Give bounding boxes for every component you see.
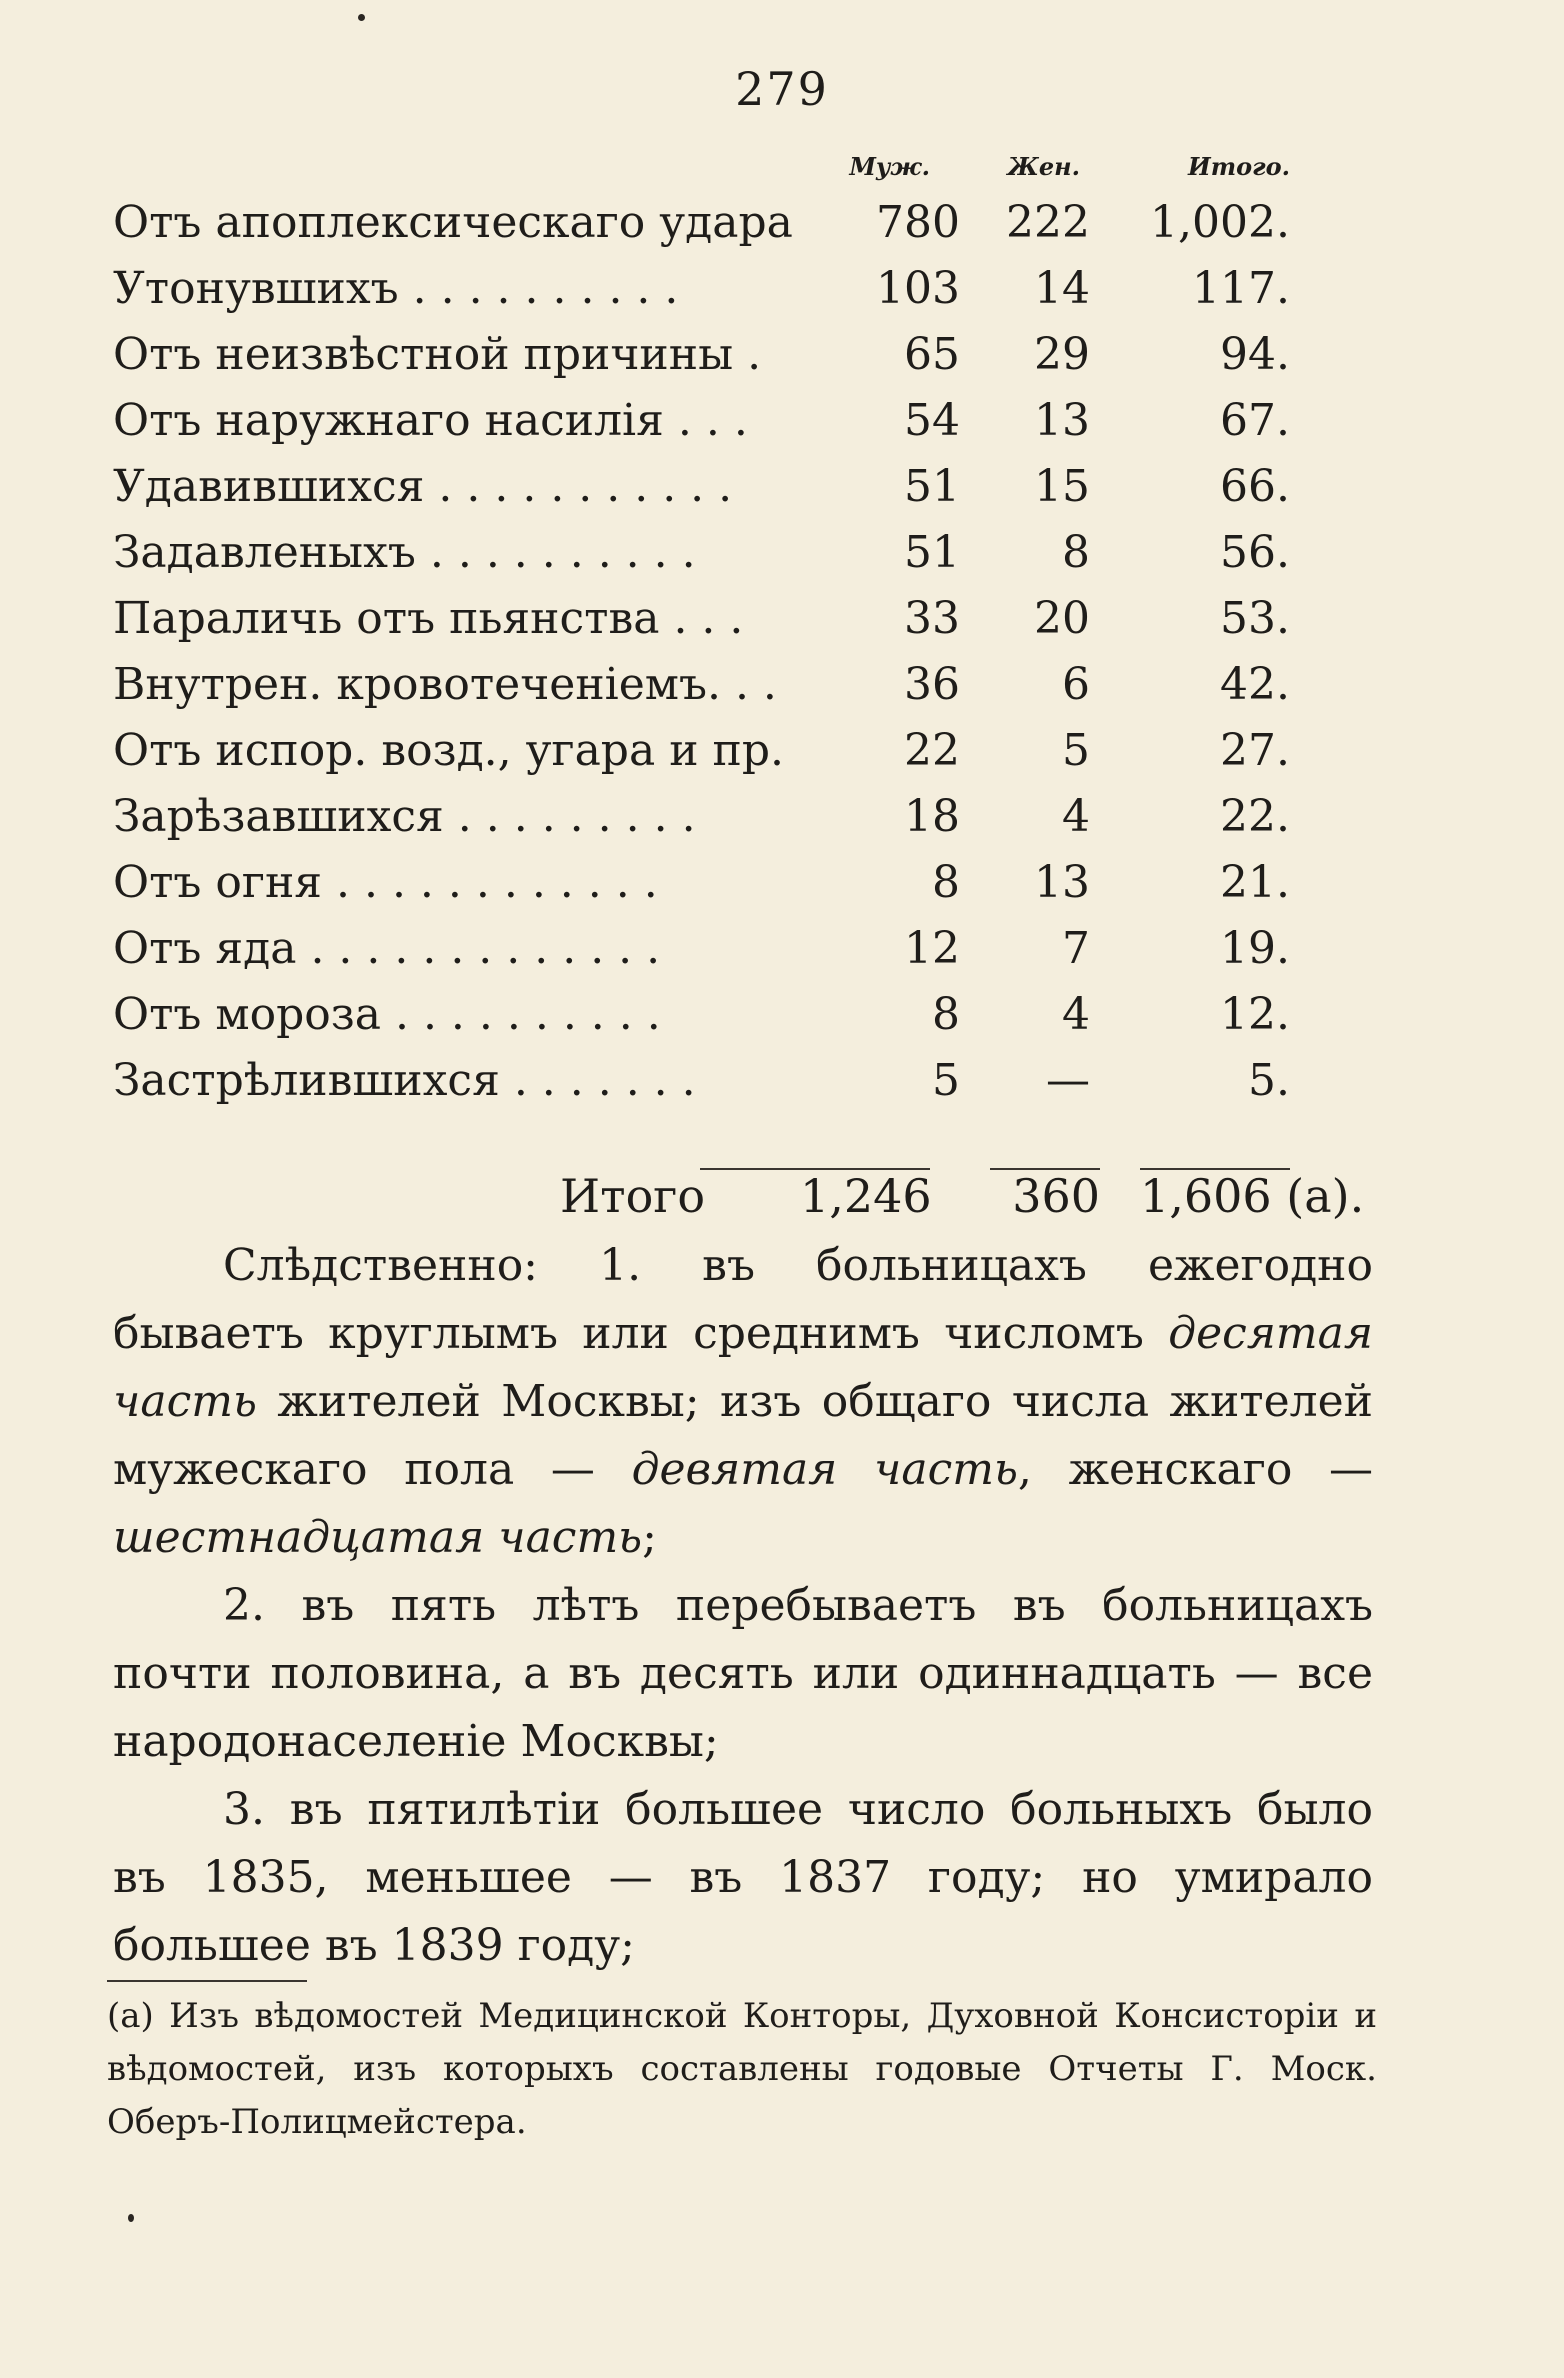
row-women: 29 [1034, 329, 1090, 380]
table-row [0, 1046, 1564, 1116]
paragraph-3 [113, 1776, 1373, 1980]
table-row [0, 518, 1564, 588]
row-women: 8 [1062, 527, 1090, 578]
row-total: 66. [1220, 461, 1290, 512]
row-total: 27. [1220, 725, 1290, 776]
p1-text-b: жителей Москвы; изъ общаго числа жителей мужескаго пола — [113, 1376, 1373, 1495]
row-women: 13 [1034, 857, 1090, 908]
row-men: 780 [876, 197, 960, 248]
p1-text-c: , женскаго — [1017, 1444, 1374, 1495]
row-men: 103 [876, 263, 960, 314]
table-row [0, 716, 1564, 786]
row-men: 8 [932, 857, 960, 908]
row-men: 12 [904, 923, 960, 974]
column-header-men: Муж. [849, 152, 930, 181]
row-label: Отъ апоплексическаго удара [113, 197, 793, 248]
row-label: Отъ испор. возд., угара и пр. [113, 725, 784, 776]
row-total: 53. [1220, 593, 1290, 644]
row-total: 56. [1220, 527, 1290, 578]
row-women: 222 [1006, 197, 1090, 248]
table-row [0, 650, 1564, 720]
footnote [107, 1990, 1377, 2149]
row-men: 36 [904, 659, 960, 710]
row-total: 5. [1248, 1055, 1290, 1106]
total-all: 1,606 (а). [1140, 1169, 1365, 1223]
row-women: 13 [1034, 395, 1090, 446]
row-men: 65 [904, 329, 960, 380]
row-label: Отъ яда . . . . . . . . . . . . . [113, 923, 661, 974]
total-row [0, 1160, 1564, 1232]
table-row [0, 254, 1564, 324]
footnote-text: (а) Изъ вѣдомостей Медицинской Конторы, Духовной Консисторіи и вѣдомостей, изъ которыхъ составлены годовые Отчеты Г. Моск. Оберъ-Полицмейстера. [107, 1996, 1377, 2142]
p1-italic-b: девятая часть [631, 1444, 1018, 1495]
table-row [0, 320, 1564, 390]
table-row [0, 584, 1564, 654]
p3-text: 3. въ пятилѣтіи большее число больныхъ было въ 1835, меньшее — въ 1837 году; но умирало большее въ 1839 году; [113, 1784, 1373, 1971]
ink-speck [358, 14, 365, 21]
row-men: 8 [932, 989, 960, 1040]
row-label: Задавленыхъ . . . . . . . . . . [113, 527, 696, 578]
row-label: Отъ мороза . . . . . . . . . . [113, 989, 661, 1040]
ink-speck [128, 2214, 134, 2222]
column-header-total: Итого. [1188, 152, 1290, 181]
row-total: 117. [1192, 263, 1290, 314]
row-men: 54 [904, 395, 960, 446]
row-total: 21. [1220, 857, 1290, 908]
row-label: Удавившихся . . . . . . . . . . . [113, 461, 733, 512]
row-total: 12. [1220, 989, 1290, 1040]
total-men: 1,246 [800, 1169, 932, 1223]
table-row [0, 782, 1564, 852]
row-total: 19. [1220, 923, 1290, 974]
table-row [0, 848, 1564, 918]
table-row [0, 452, 1564, 522]
row-label: Отъ огня . . . . . . . . . . . . [113, 857, 658, 908]
row-women: 14 [1034, 263, 1090, 314]
row-men: 5 [932, 1055, 960, 1106]
row-women: 20 [1034, 593, 1090, 644]
p1-text-d: ; [642, 1512, 657, 1563]
row-label: Отъ неизвѣстной причины . [113, 329, 762, 380]
row-men: 51 [904, 461, 960, 512]
total-women: 360 [1012, 1169, 1100, 1223]
row-men: 51 [904, 527, 960, 578]
page-number: 279 [735, 62, 829, 116]
row-women: 5 [1062, 725, 1090, 776]
paragraph-1 [113, 1232, 1373, 1572]
row-total: 1,002. [1150, 197, 1290, 248]
row-label: Параличь отъ пьянства . . . [113, 593, 744, 644]
row-women: 6 [1062, 659, 1090, 710]
table-row [0, 980, 1564, 1050]
p1-italic-a: десятая часть [113, 1308, 1373, 1427]
table-row [0, 914, 1564, 984]
row-men: 22 [904, 725, 960, 776]
row-total: 22. [1220, 791, 1290, 842]
paragraph-2 [113, 1572, 1373, 1776]
row-total: 94. [1220, 329, 1290, 380]
row-label: Утонувшихъ . . . . . . . . . . [113, 263, 679, 314]
row-women: 15 [1034, 461, 1090, 512]
row-label: Отъ наружнаго насилія . . . [113, 395, 748, 446]
row-men: 33 [904, 593, 960, 644]
column-header-women: Жен. [1007, 152, 1080, 181]
row-women: — [1046, 1055, 1090, 1106]
row-women: 4 [1062, 791, 1090, 842]
row-label: Зарѣзавшихся . . . . . . . . . [113, 791, 696, 842]
table-row [0, 188, 1564, 258]
row-men: 18 [904, 791, 960, 842]
table-row [0, 386, 1564, 456]
p1-text-a: Слѣдственно: 1. въ больницахъ ежегодно бываетъ круглымъ или среднимъ числомъ [113, 1240, 1373, 1359]
row-label: Застрѣлившихся . . . . . . . [113, 1055, 696, 1106]
row-total: 67. [1220, 395, 1290, 446]
row-women: 7 [1062, 923, 1090, 974]
row-label: Внутрен. кровотеченіемъ. . . [113, 659, 777, 710]
footnote-rule [107, 1980, 307, 1982]
total-label: Итого [560, 1169, 706, 1223]
p1-italic-c: шестнадцатая часть [113, 1512, 643, 1563]
row-total: 42. [1220, 659, 1290, 710]
p2-text: 2. въ пять лѣтъ перебываетъ въ больницахъ почти половина, а въ десять или одиннадцать — все народонаселеніе Москвы; [113, 1580, 1373, 1767]
row-women: 4 [1062, 989, 1090, 1040]
